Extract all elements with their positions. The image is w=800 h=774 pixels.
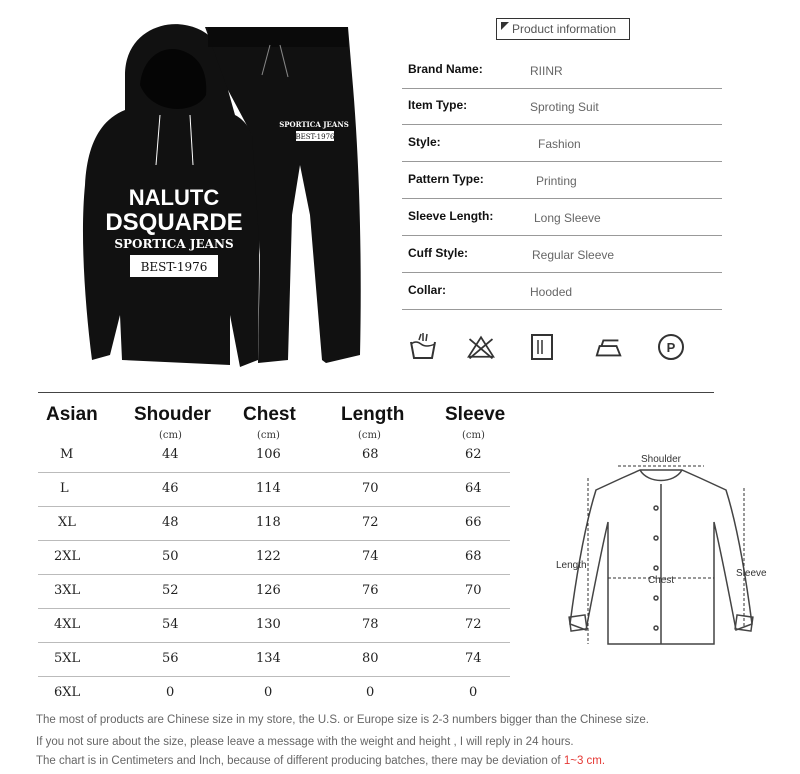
size-header-shoulder: Shouder (134, 404, 212, 425)
dry-clean-icon (656, 332, 686, 362)
product-photo (30, 15, 370, 375)
shoulder-value: 44 (162, 447, 179, 462)
size-note-3 (36, 755, 605, 767)
info-row-collar (402, 273, 722, 310)
pants-print-line-1: SPORTICA JEANS (279, 120, 349, 129)
length-value: 74 (362, 549, 379, 564)
sleeve-value: 64 (465, 481, 482, 496)
info-label: Item Type: (408, 98, 468, 112)
sleeve-value: 66 (465, 515, 482, 530)
info-label: Cuff Style: (408, 246, 468, 260)
pants-print-line-2: BEST-1976 (295, 133, 335, 141)
table-row (38, 472, 510, 507)
info-value: Sproting Suit (530, 100, 599, 114)
chest-value: 106 (256, 447, 281, 462)
care-instructions (408, 332, 698, 366)
size-label: 2XL (54, 549, 81, 564)
deviation-highlight: 1~3 cm. (563, 755, 606, 767)
info-row-item-type (402, 88, 722, 125)
info-label: Sleeve Length: (408, 209, 494, 223)
chest-value: 114 (256, 481, 281, 496)
chest-value: 0 (264, 685, 273, 700)
flag-icon (501, 22, 509, 30)
shirt-outline-icon (569, 470, 753, 644)
length-value: 72 (362, 515, 379, 530)
chest-value: 118 (256, 515, 281, 530)
info-value: Long Sleeve (534, 211, 601, 225)
table-row (38, 608, 510, 643)
size-header-asian: Asian (46, 404, 98, 425)
measurement-diagram (548, 448, 774, 658)
size-note-3-text: The chart is in Centimeters and Inch, because of different producing batches, there may be deviation of (36, 755, 564, 767)
diagram-label-shoulder: Shoulder (640, 454, 682, 465)
shoulder-value: 50 (162, 549, 179, 564)
hand-wash-icon (408, 332, 438, 362)
info-value: Printing (536, 174, 577, 188)
sleeve-value: 70 (465, 583, 482, 598)
hoodie-print-line-3: SPORTICA JEANS (114, 237, 234, 251)
unit-label: (cm) (358, 430, 381, 441)
chest-value: 122 (256, 549, 281, 564)
product-information-title: Product information (512, 22, 617, 36)
hoodie-print-line-4: BEST-1976 (140, 260, 208, 274)
shoulder-value: 48 (162, 515, 179, 530)
chest-value: 126 (256, 583, 281, 598)
sleeve-value: 72 (465, 617, 482, 632)
length-value: 0 (366, 685, 375, 700)
iron-icon (594, 332, 624, 362)
size-label: 6XL (54, 685, 81, 700)
sleeve-value: 68 (465, 549, 482, 564)
table-row (38, 676, 510, 710)
info-row-brand (402, 52, 722, 89)
section-divider (38, 392, 714, 393)
info-row-cuff-style (402, 236, 722, 273)
sleeve-value: 74 (465, 651, 482, 666)
shoulder-value: 46 (162, 481, 179, 496)
hoodie-print-line-2: DSQUARDE (105, 209, 243, 236)
size-header-length: Length (341, 404, 405, 425)
info-row-style (402, 125, 722, 162)
length-value: 70 (362, 481, 379, 496)
no-bleach-icon (466, 332, 496, 362)
unit-label: (cm) (257, 430, 280, 441)
length-value: 68 (362, 447, 379, 462)
chest-value: 134 (256, 651, 281, 666)
drip-dry-icon (528, 332, 558, 362)
size-label: 5XL (54, 651, 81, 666)
hoodie-print-line-1: NALUTC (128, 185, 220, 210)
size-label: M (60, 447, 74, 462)
product-information-header (496, 18, 630, 40)
size-note-2: If you not sure about the size, please leave a message with the weight and height , I will reply in 24 hours. (36, 736, 574, 748)
table-row (38, 506, 510, 541)
info-label: Collar: (408, 283, 447, 297)
size-label: L (60, 481, 69, 496)
dry-clean-letter: P (666, 340, 676, 355)
shoulder-value: 54 (162, 617, 179, 632)
info-label: Pattern Type: (408, 172, 484, 186)
info-value: Fashion (538, 137, 581, 151)
unit-label: (cm) (462, 430, 485, 441)
length-value: 80 (362, 651, 379, 666)
size-label: XL (58, 515, 76, 530)
size-header-sleeve: Sleeve (445, 404, 506, 425)
length-value: 78 (362, 617, 379, 632)
info-label: Style: (408, 135, 441, 149)
table-row (38, 574, 510, 609)
length-value: 76 (362, 583, 379, 598)
info-row-sleeve-length (402, 199, 722, 236)
sleeve-value: 0 (469, 685, 478, 700)
diagram-label-length: Length (556, 560, 587, 571)
info-value: Hooded (530, 285, 573, 299)
table-row (38, 438, 510, 473)
sleeve-value: 62 (465, 447, 482, 462)
chest-value: 130 (256, 617, 281, 632)
size-note-1: The most of products are Chinese size in my store, the U.S. or Europe size is 2-3 numbers bigger than the Chinese size. (36, 714, 649, 726)
shoulder-value: 0 (166, 685, 175, 700)
shoulder-value: 56 (162, 651, 179, 666)
info-value: Regular Sleeve (532, 248, 615, 262)
diagram-label-chest: Chest (647, 575, 675, 586)
info-label: Brand Name: (408, 62, 483, 76)
size-label: 3XL (54, 583, 81, 598)
table-row (38, 642, 510, 677)
diagram-label-sleeve: Sleeve (736, 568, 767, 579)
shoulder-value: 52 (162, 583, 179, 598)
table-row (38, 540, 510, 575)
size-header-chest: Chest (243, 404, 296, 425)
info-row-pattern-type (402, 162, 722, 199)
info-value: RIINR (530, 64, 563, 78)
unit-label: (cm) (159, 430, 182, 441)
size-label: 4XL (54, 617, 81, 632)
